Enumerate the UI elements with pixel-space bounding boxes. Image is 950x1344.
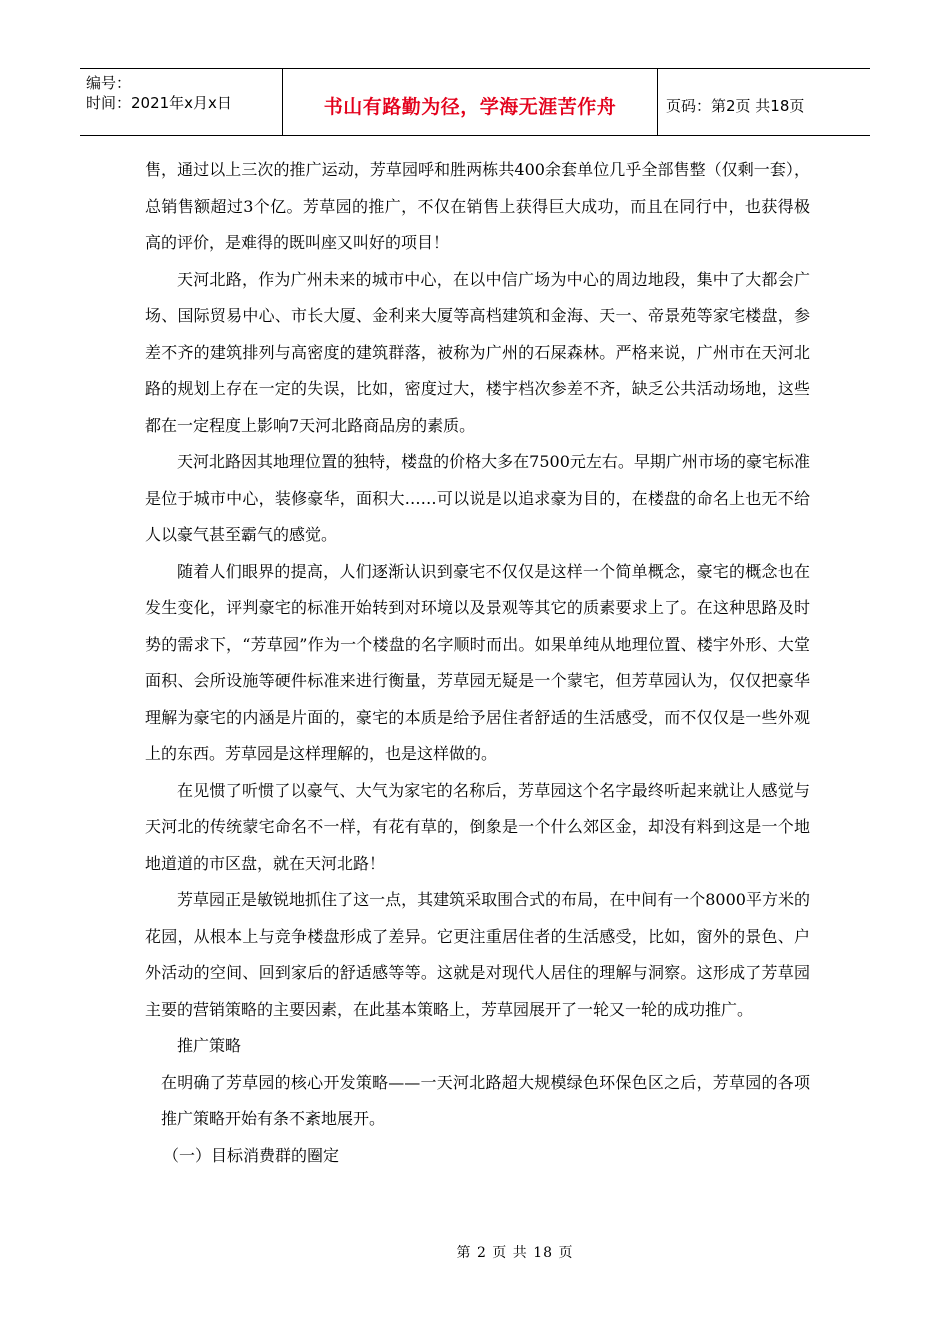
subheading: （一）目标消费群的圈定 bbox=[163, 1145, 340, 1165]
paragraph-4: 随着人们眼界的提高，人们逐渐认识到豪宅不仅仅是这样一个简单概念，豪宅的概念也在发生变化，评判豪宅的标准开始转到对环境以及景观等其它的质素要求上了。在这种思路及时势的需求下，“芳草园”作为一个楼盘的名字顺时而出。如果单纯从地理位置、楼宇外形、大堂面积、会所设施等硬件标准来进行衡量，芳草园无疑是一个蒙宅，但芳草园认为，仅仅把豪华理解为豪宅的内涵是片面的，豪宅的本质是给予居住者舒适的生活感受，而不仅仅是一些外观上的东西。芳草园是这样理解的，也是这样做的。 bbox=[145, 561, 810, 763]
header-motto: 书山有路勤为径，学海无涯苦作舟 bbox=[323, 95, 617, 118]
section-heading: 推广策略 bbox=[177, 1036, 242, 1055]
header-page-info: 页码：第2页 共18页 bbox=[666, 96, 805, 115]
paragraph-5: 在见惯了听惯了以豪气、大气为家宅的名称后，芳草园这个名字最终听起来就让人感觉与天河北的传统蒙宅命名不一样，有花有草的，倒象是一个什么郊区金，却没有料到这是一个地地道道的市区盘，就在天河北路！ bbox=[145, 780, 810, 873]
document-header bbox=[80, 68, 870, 136]
paragraph-6: 芳草园正是敏锐地抓住了这一点，其建筑采取围合式的布局，在中间有一个8000平方米的花园，从根本上与竞争楼盘形成了差异。它更注重居住者的生活感受，比如，窗外的景色、户外活动的空间、回到家后的舒适感等等。这就是对现代人居住的理解与洞察。这形成了芳草园主要的营销策略的主要因素，在此基本策略上，芳草园展开了一轮又一轮的成功推广。 bbox=[145, 890, 810, 1019]
document-date: 时间：2021年x月x日 bbox=[86, 94, 232, 112]
paragraph-2: 天河北路，作为广州未来的城市中心，在以中信广场为中心的周边地段，集中了大都会广场、国际贸易中心、市长大厦、金利来大厦等高档建筑和金海、天一、帝景苑等家宅楼盘，参差不齐的建筑排列与高密度的建筑群落，被称为广州的石屎森林。严格来说，广州市在天河北路的规划上存在一定的失误，比如，密度过大，楼宇档次参差不齐，缺乏公共活动场地，这些都在一定程度上影响7天河北路商品房的素质。 bbox=[145, 269, 810, 435]
document-number-label: 编号： bbox=[86, 74, 132, 92]
paragraph-3: 天河北路因其地理位置的独特，楼盘的价格大多在7500元左右。早期广州市场的豪宅标准是位于城市中心，装修豪华，面积大……可以说是以追求豪为目的，在楼盘的命名上也无不给人以豪气甚至霸气的感觉。 bbox=[145, 452, 810, 544]
page-footer: 第 2 页 共 18 页 bbox=[456, 1245, 574, 1261]
header-meta bbox=[80, 69, 282, 135]
header-motto-cell bbox=[282, 69, 658, 135]
paragraph-1: 售，通过以上三次的推广运动，芳草园呼和胜两栋共400余套单位几乎全部售整（仅剩一套），总销售额超过3个亿。芳草园的推广，不仅在销售上获得巨大成功，而且在同行中，也获得极高的评价，是难得的既叫座又叫好的项目！ bbox=[145, 160, 810, 252]
strategy-paragraph: 在明确了芳草园的核心开发策略——一天河北路超大规模绿色环保色区之后，芳草园的各项推广策略开始有条不紊地展开。 bbox=[161, 1072, 810, 1128]
document-body bbox=[145, 152, 810, 1174]
